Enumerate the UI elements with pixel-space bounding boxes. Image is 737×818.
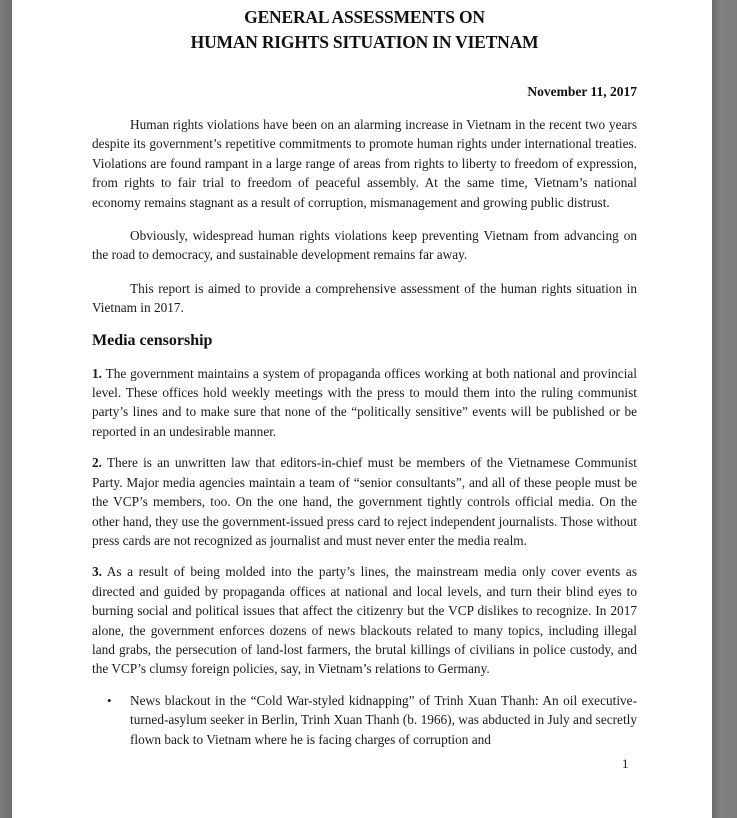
intro-paragraph-3: This report is aimed to provide a comprehensive assessment of the human rights situation in Vietnam in 2017. [92, 280, 637, 316]
numbered-item-3 [92, 562, 637, 678]
page-content [92, 0, 637, 749]
title-line-1: GENERAL ASSESSMENTS ON [244, 7, 485, 27]
viewer-left-margin [0, 0, 12, 818]
item-number: 1. [92, 365, 102, 381]
item-text: As a result of being molded into the party’s lines, the mainstream media only cover events as directed and guided by propaganda offices at national and local levels, and turn their blind eyes to burning social and political issues that affect the citizenry but the VCP dislikes to recognize. In 2017 alone, the government enforces dozens of news blackouts related to many topics, including illegal land grabs, the persecution of land-lost farmers, the brutal killings of civilians in police custody, and the VCP’s clumsy foreign policies, say, in Vietnam’s relations to Germany. [92, 564, 637, 677]
section-heading-media-censorship: Media censorship [92, 331, 213, 349]
document-title [92, 5, 637, 55]
item-text: There is an unwritten law that editors-in-chief must be members of the Vietnamese Communist Party. Major media agencies maintain a team of “senior consultants”, and all of these people must be the VCP’s members, too. On the one hand, the government tightly controls official media. On the other hand, they use the government-issued press card to reject independent journalists. Those without press cards are not recognized as journalist and must never enter the media realm. [92, 455, 637, 548]
bullet-text: News blackout in the “Cold War-styled kidnapping” of Trinh Xuan Thanh: An oil executive-turned-asylum seeker in Berlin, Trinh Xuan Thanh (b. 1966), was abducted in July and secretly flown back to Vietnam where he is facing charges of corruption and [130, 692, 637, 747]
item-number: 2. [92, 455, 102, 471]
numbered-item-2 [92, 453, 637, 550]
title-line-2: HUMAN RIGHTS SITUATION IN VIETNAM [190, 32, 539, 52]
numbered-item-1 [92, 364, 637, 442]
document-page [12, 0, 712, 818]
bullet-item [92, 691, 637, 749]
intro-paragraph-2: Obviously, widespread human rights violations keep preventing Vietnam from advancing on the road to democracy, and sustainable development remains far away. [92, 228, 637, 263]
intro-paragraph-1: Human rights violations have been on an alarming increase in Vietnam in the recent two years despite its government’s repetitive commitments to promote human rights under international treaties. Violations are found rampant in a large range of areas from rights to liberty to freedom of expression, from rights to fair trial to freedom of peaceful assembly. At the same time, Vietnam’s national economy remains stagnant as a result of corruption, mismanagement and growing public distrust. [92, 117, 637, 210]
document-date: November 11, 2017 [527, 84, 637, 99]
item-number: 3. [92, 564, 102, 580]
bullet-icon: • [107, 692, 112, 708]
item-text: The government maintains a system of propaganda offices working at both national and provincial level. These offices hold weekly meetings with the press to mould them into the ruling communist party’s lines and to make sure that none of the “politically sensitive” events will be published or be reported in an undesirable manner. [92, 365, 637, 439]
bullet-list [92, 691, 637, 749]
page-number: 1 [622, 756, 629, 771]
viewer-right-margin [712, 0, 737, 818]
